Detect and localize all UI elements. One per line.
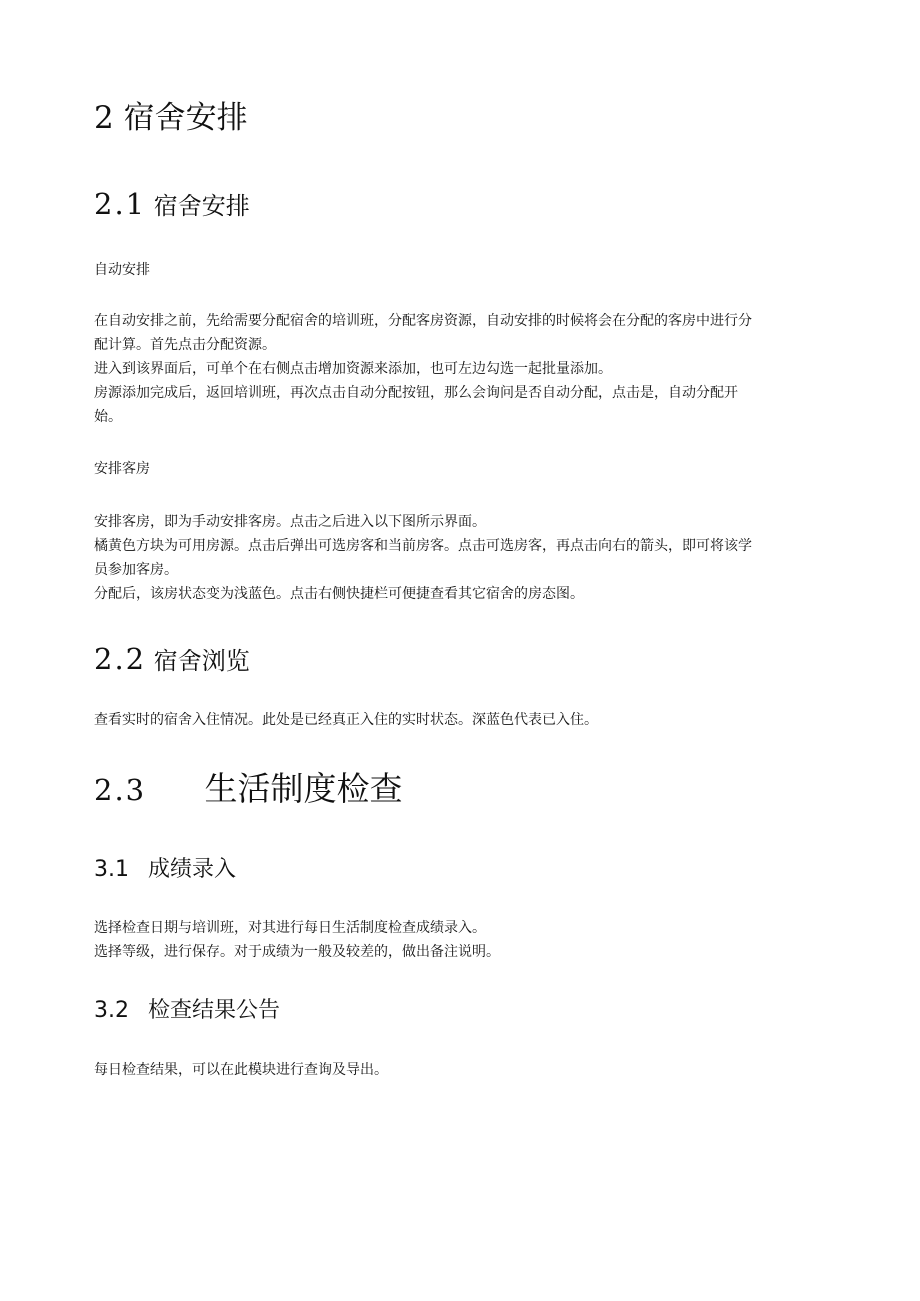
text-line: 橘黄色方块为可用房源。点击后弹出可选房客和当前房客。点击可选房客，再点击向右的箭头，即可将该学 [94, 538, 752, 554]
heading-text: 宿舍安排 [153, 192, 250, 220]
heading-text: 检查结果公告 [148, 998, 281, 1023]
text-line: 在自动安排之前，先给需要分配宿舍的培训班，分配客房资源，自动安排的时候将会在分配的客房中进行分 [94, 313, 752, 329]
heading-number: 3.1 [94, 857, 129, 882]
text-line: 安排客房，即为手动安排客房。点击之后进入以下图所示界面。 [94, 514, 486, 530]
heading-section-2-2 [94, 643, 834, 677]
text-line: 选择等级，进行保存。对于成绩为一般及较差的，做出备注说明。 [94, 944, 500, 960]
heading-section-2-1 [94, 188, 834, 222]
text-line: 始。 [94, 409, 122, 425]
text-line: 选择检查日期与培训班，对其进行每日生活制度检查成绩录入。 [94, 920, 486, 936]
heading-section-3-2 [94, 996, 834, 1026]
paragraph-results-notice [94, 1058, 834, 1082]
paragraph-arrange-rooms [94, 510, 834, 606]
heading-section-2-3 [94, 768, 834, 811]
text-line: 员参加客房。 [94, 562, 178, 578]
text-line: 房源添加完成后，返回培训班，再次点击自动分配按钮，那么会询问是否自动分配，点击是，自动分配开 [94, 385, 738, 401]
heading-number: 3.2 [94, 998, 129, 1023]
heading-number: 2.1 [94, 187, 147, 221]
text-line: 查看实时的宿舍入住情况。此处是已经真正入住的实时状态。深蓝色代表已入住。 [94, 712, 598, 728]
paragraph-auto-arrange [94, 309, 834, 429]
heading-section-3-1 [94, 855, 834, 885]
heading-number: 2.2 [94, 642, 147, 676]
heading-text: 生活制度检查 [204, 769, 403, 808]
heading-number: 2.3 [94, 773, 147, 807]
subheading-auto-arrange: 自动安排 [94, 262, 150, 278]
text-line: 配计算。首先点击分配资源。 [94, 337, 276, 353]
heading-text: 成绩录入 [148, 857, 237, 882]
paragraph-score-entry [94, 916, 834, 964]
text-line: 分配后，该房状态变为浅蓝色。点击右侧快捷栏可便捷查看其它宿舍的房态图。 [94, 586, 584, 602]
text-line: 进入到该界面后，可单个在右侧点击增加资源来添加，也可左边勾选一起批量添加。 [94, 361, 612, 377]
heading-section-2: 2 宿舍安排 [94, 100, 248, 136]
subheading-arrange-rooms: 安排客房 [94, 461, 150, 477]
heading-text: 宿舍浏览 [153, 647, 250, 675]
paragraph-dorm-browse [94, 708, 834, 732]
text-line: 每日检查结果，可以在此模块进行查询及导出。 [94, 1062, 388, 1078]
